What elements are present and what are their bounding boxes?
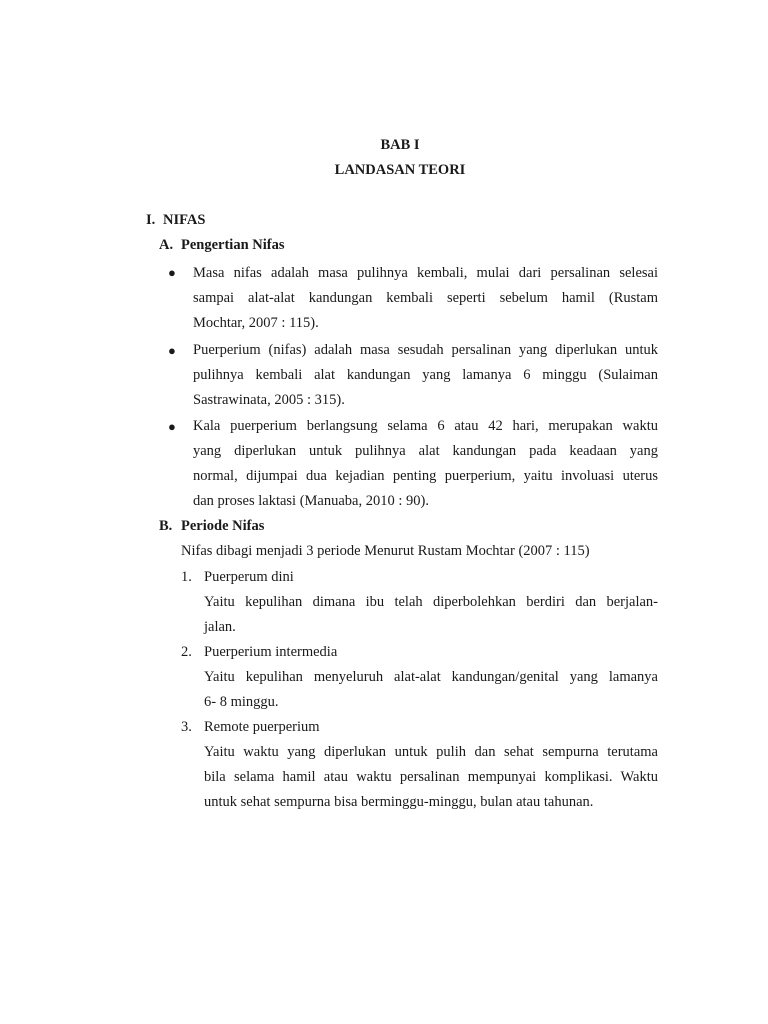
text-line: Yaitu kepulihan menyeluruh alat-alat kandungan/genital yang lamanya: [204, 669, 658, 685]
subsection-letter: A.: [159, 237, 174, 253]
numbered-item-heading: [181, 569, 294, 586]
text-line: sampai alat-alat kandungan kembali seperti sebelum hamil (Rustam: [193, 290, 658, 306]
section-title: NIFAS: [163, 212, 206, 228]
text-line: Yaitu kepulihan dimana ibu telah diperbolehkan berdiri dan berjalan-: [204, 594, 658, 610]
text-line: Masa nifas adalah masa pulihnya kembali, mulai dari persalinan selesai: [193, 265, 658, 281]
text-line: Puerperium (nifas) adalah masa sesudah persalinan yang diperlukan untuk: [193, 342, 658, 358]
item-description: [204, 590, 658, 640]
bullet-paragraph: [193, 414, 658, 514]
bullet-icon: ●: [168, 265, 176, 280]
text-line: dan proses laktasi (Manuaba, 2010 : 90).: [193, 493, 429, 509]
subsection-title: Pengertian Nifas: [181, 237, 285, 253]
section-number: I.: [146, 212, 156, 228]
text-line: Mochtar, 2007 : 115).: [193, 315, 319, 331]
subsection-heading-a: [159, 237, 285, 254]
subsection-heading-b: [159, 518, 264, 535]
text-line: yang diperlukan untuk pulihnya alat kandungan pada keadaan yang: [193, 443, 658, 459]
text-line: untuk sehat sempurna bisa berminggu-minggu, bulan atau tahunan.: [204, 794, 594, 810]
text-line: bila selama hamil atau waktu persalinan mempunyai komplikasi. Waktu: [204, 769, 658, 785]
text-line: pulihnya kembali alat kandungan yang lamanya 6 minggu (Sulaiman: [193, 367, 658, 383]
item-number: 1.: [181, 569, 192, 585]
subsection-letter: B.: [159, 518, 173, 534]
chapter-title: LANDASAN TEORI: [334, 162, 466, 178]
item-title: Puerperum dini: [204, 569, 294, 585]
subsection-title: Periode Nifas: [181, 518, 265, 534]
bullet-icon: ●: [168, 419, 176, 434]
item-title: Puerperium intermedia: [204, 644, 338, 660]
text-line: Sastrawinata, 2005 : 315).: [193, 392, 345, 408]
text-line: normal, dijumpai dua kejadian penting puerperium, yaitu involuasi uterus: [193, 468, 658, 484]
section-heading: [146, 212, 205, 229]
numbered-item-heading: [181, 719, 320, 736]
text-line: 6- 8 minggu.: [204, 694, 279, 710]
item-number: 2.: [181, 644, 192, 660]
item-description: [204, 665, 658, 715]
text-line: Kala puerperium berlangsung selama 6 atau 42 hari, merupakan waktu: [193, 418, 658, 434]
item-title: Remote puerperium: [204, 719, 320, 735]
bullet-icon: ●: [168, 343, 176, 358]
item-description: [204, 740, 658, 815]
chapter-heading: BAB I: [380, 137, 420, 153]
numbered-item-heading: [181, 644, 337, 661]
subsection-intro: Nifas dibagi menjadi 3 periode Menurut Rustam Mochtar (2007 : 115): [181, 543, 590, 559]
text-line: Yaitu waktu yang diperlukan untuk pulih dan sehat sempurna terutama: [204, 744, 658, 760]
text-line: jalan.: [204, 619, 236, 635]
bullet-paragraph: [193, 338, 658, 413]
bullet-paragraph: [193, 261, 658, 336]
item-number: 3.: [181, 719, 192, 735]
